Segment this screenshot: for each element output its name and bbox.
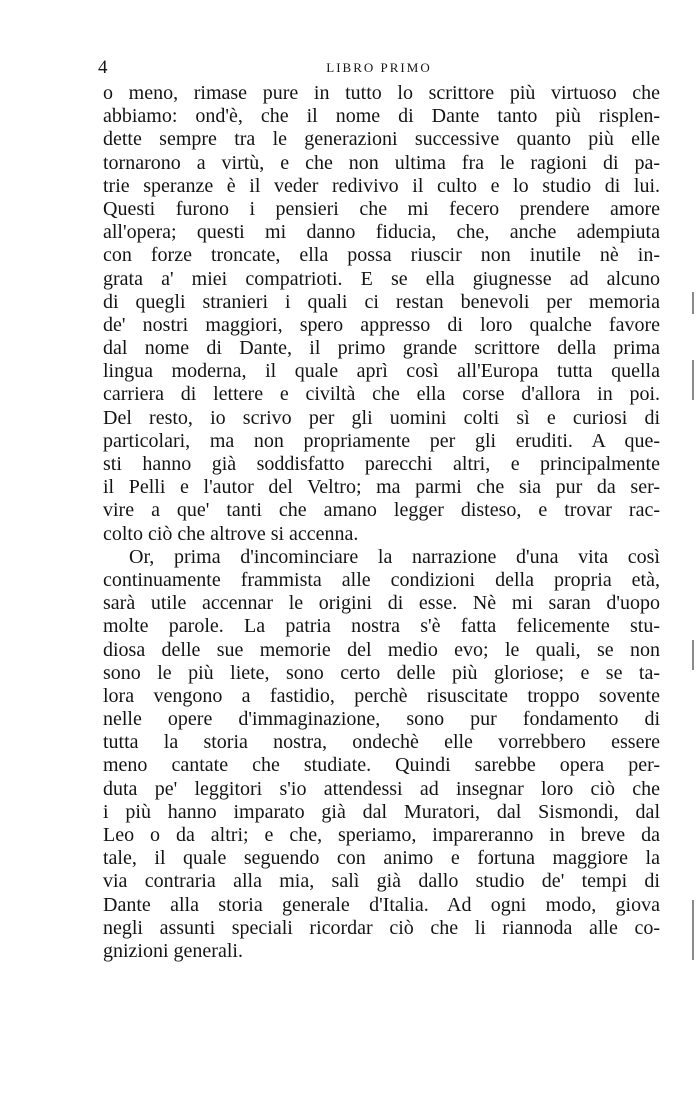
text-line: sti hanno già soddisfatto parecchi altri, e principalmente bbox=[103, 453, 660, 475]
text-line: Questi furono i pensieri che mi fecero prendere amore bbox=[103, 197, 660, 220]
text-line: il Pelli e l'autor del Veltro; ma parmi che sia pur da ser- bbox=[103, 476, 660, 499]
running-title: LIBRO PRIMO bbox=[326, 60, 432, 75]
text-line: o meno, rimase pure in tutto lo scrittore più virtuoso che bbox=[103, 82, 660, 104]
text-line: vire a que' tanti che amano legger disteso, e trovar rac- bbox=[103, 499, 660, 522]
text-line: duta pe' leggitori s'io attendessi ad insegnar loro ciò che bbox=[103, 777, 660, 800]
text-line: Del resto, io scrivo per gli uomini colti sì e curiosi di bbox=[103, 406, 660, 429]
text-line: tale, il quale seguendo con animo e fortuna maggiore la bbox=[103, 847, 660, 870]
text-line: Or, prima d'incominciare la narrazione d'una vita così bbox=[129, 545, 660, 568]
paragraph bbox=[103, 82, 660, 546]
text-line: colto ciò che altrove si accenna. bbox=[103, 522, 359, 545]
body-text bbox=[103, 82, 660, 963]
text-line: con forze troncate, ella possa riuscir non inutile nè in- bbox=[103, 244, 660, 267]
text-line: grata a' miei compatrioti. E se ella giugnesse ad alcuno bbox=[103, 267, 660, 290]
text-line: meno cantate che studiate. Quindi sarebbe opera per- bbox=[103, 754, 660, 777]
text-line: lora vengono a fastidio, perchè risuscitate troppo sovente bbox=[103, 684, 660, 707]
text-line: lingua moderna, il quale aprì così all'Europa tutta quella bbox=[103, 360, 660, 383]
text-line: tutta la storia nostra, ondechè elle vorrebbero essere bbox=[103, 731, 660, 754]
text-line: di quegli stranieri i quali ci restan benevoli per memoria bbox=[103, 290, 660, 313]
text-line: de' nostri maggiori, spero appresso di loro qualche favore bbox=[103, 313, 660, 336]
text-line: carriera di lettere e civiltà che ella corse d'allora in poi. bbox=[103, 383, 660, 406]
text-line: sarà utile accennar le origini di esse. Nè mi saran d'uopo bbox=[103, 592, 660, 615]
text-line: negli assunti speciali ricordar ciò che li riannoda alle co- bbox=[103, 916, 660, 939]
text-line: all'opera; questi mi danno fiducia, che, anche adempiuta bbox=[103, 221, 660, 244]
text-line: abbiamo: ond'è, che il nome di Dante tanto più risplen- bbox=[103, 105, 660, 128]
text-line: sono le più liete, sono certo delle più gloriose; e se ta- bbox=[103, 661, 660, 684]
margin-rule-mark bbox=[692, 292, 694, 314]
margin-rule-mark bbox=[692, 360, 694, 400]
text-line: Leo o da altri; e che, speriamo, impareranno in breve da bbox=[103, 824, 660, 846]
text-line: via contraria alla mia, salì già dallo studio de' tempi di bbox=[103, 870, 660, 893]
text-line: molte parole. La patria nostra s'è fatta felicemente stu- bbox=[103, 615, 660, 638]
text-line: dette sempre tra le generazioni successive quanto più elle bbox=[103, 128, 660, 151]
text-line: diosa delle sue memorie del medio evo; le quali, se non bbox=[103, 638, 660, 661]
text-line: tornarono a virtù, e che non ultima fra le ragioni di pa- bbox=[103, 151, 660, 174]
text-line: nelle opere d'immaginazione, sono pur fondamento di bbox=[103, 708, 660, 731]
page-number: 4 bbox=[98, 57, 108, 78]
text-line: gnizioni generali. bbox=[103, 939, 243, 962]
running-head bbox=[98, 56, 660, 80]
margin-rule-mark bbox=[692, 640, 694, 670]
text-line: continuamente frammista alle condizioni della propria età, bbox=[103, 568, 660, 591]
text-line: i più hanno imparato già dal Muratori, dal Sismondi, dal bbox=[103, 800, 660, 823]
paragraph bbox=[103, 546, 660, 963]
text-line: particolari, ma non propriamente per gli eruditi. A que- bbox=[103, 429, 660, 452]
margin-rule-mark bbox=[692, 900, 694, 960]
text-line: trie speranze è il veder redivivo il culto e lo studio di lui. bbox=[103, 174, 660, 197]
text-line: dal nome di Dante, il primo grande scrittore della prima bbox=[103, 337, 660, 360]
text-line: Dante alla storia generale d'Italia. Ad ogni modo, giova bbox=[103, 893, 660, 916]
